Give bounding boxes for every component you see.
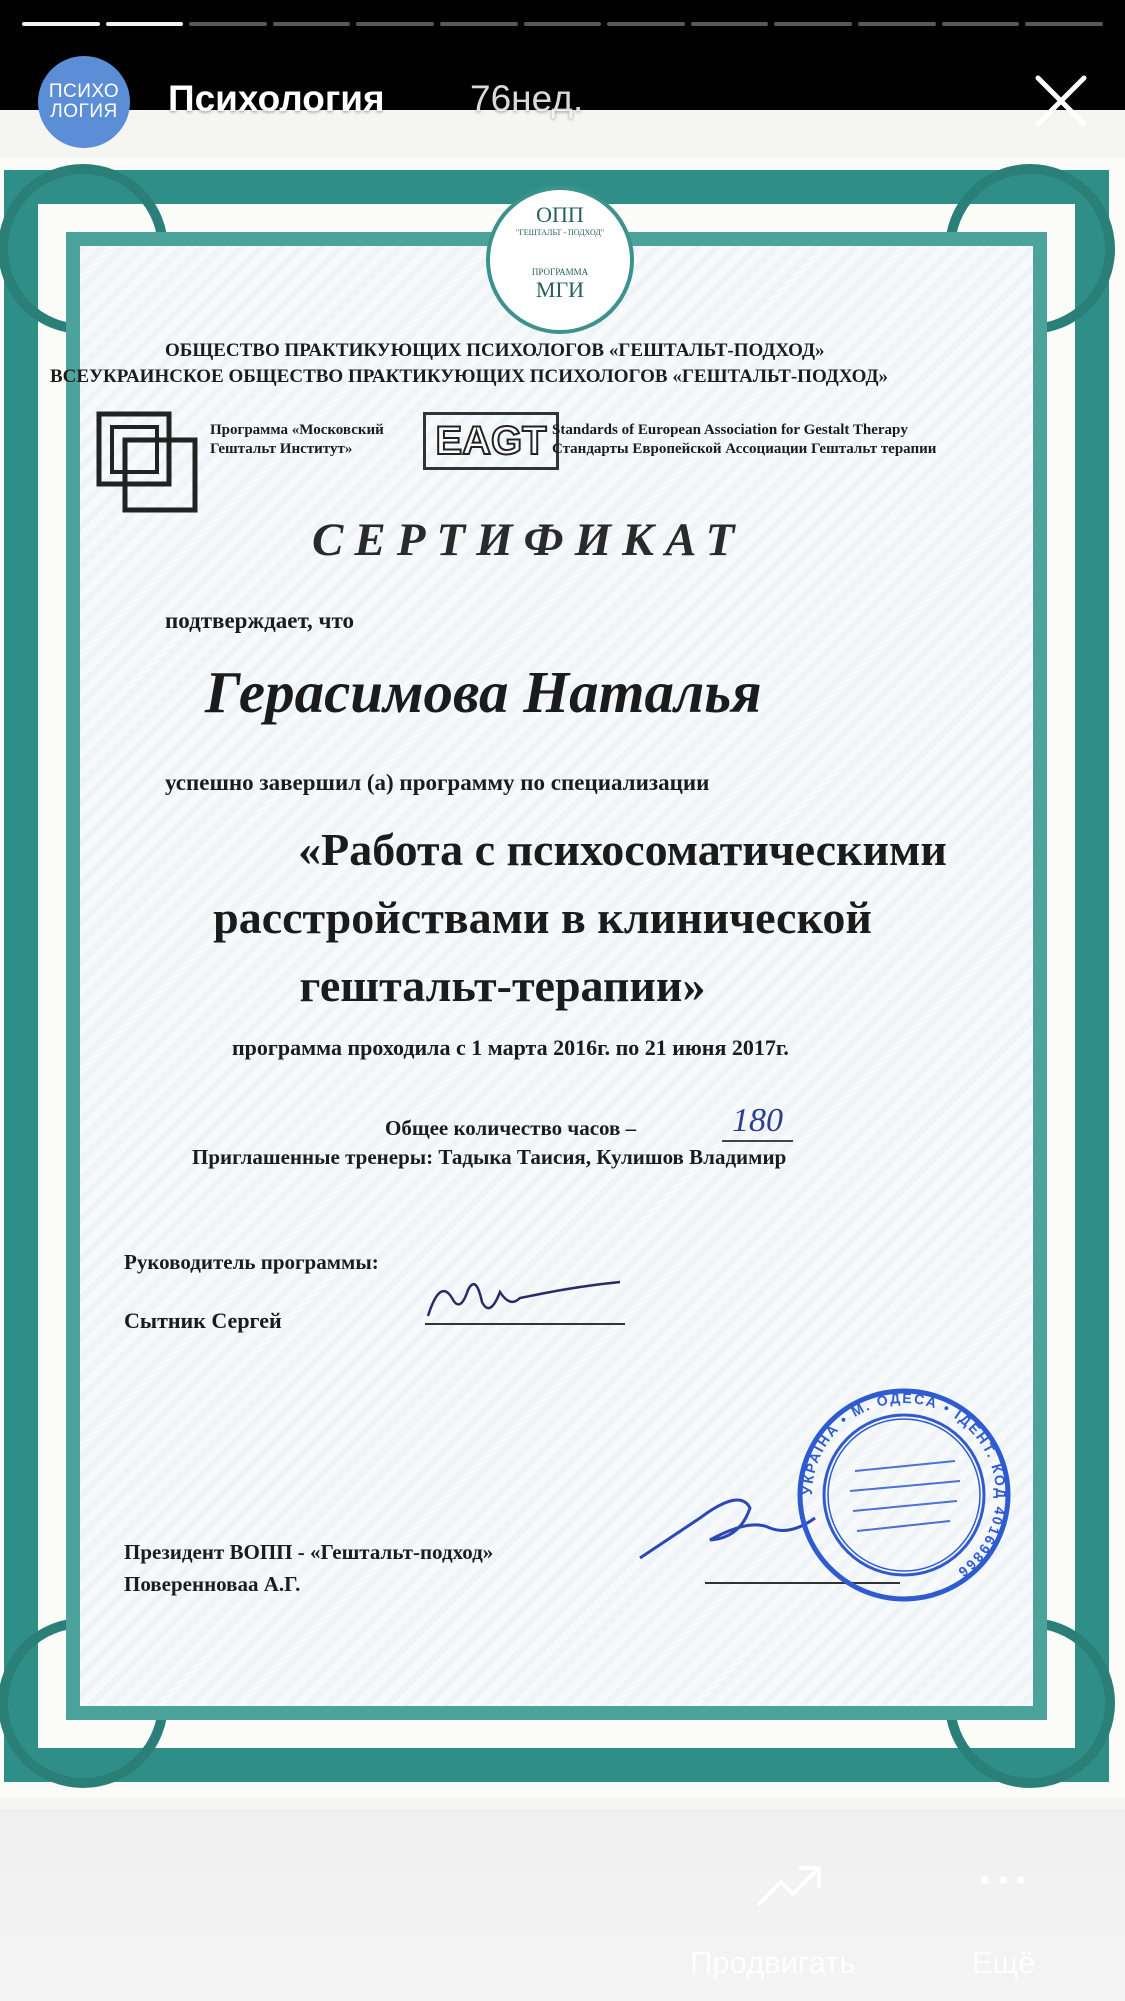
seal-line4: МГИ bbox=[535, 277, 585, 302]
president-name: Поверенноваа А.Г. bbox=[124, 1572, 301, 1596]
confirms-text: подтверждает, что bbox=[165, 608, 354, 633]
certificate-title: СЕРТИФИКАТ bbox=[312, 514, 746, 566]
progress-segment bbox=[189, 22, 267, 26]
close-icon[interactable] bbox=[1030, 70, 1092, 132]
progress-segment bbox=[858, 22, 936, 26]
progress-segment bbox=[106, 22, 184, 26]
seal-line3: ПРОГРАММА bbox=[531, 267, 589, 277]
story-timestamp: 76нед. bbox=[470, 78, 584, 119]
program-title-line1: «Работа с психосоматическими bbox=[298, 824, 947, 875]
program-head-name: Сытник Сергей bbox=[124, 1308, 282, 1333]
org-name-line1: ОБЩЕСТВО ПРАКТИКУЮЩИХ ПСИХОЛОГОВ «ГЕШТАЛЬТ-ПОДХОД» bbox=[165, 340, 825, 361]
story-footer bbox=[0, 1810, 1125, 2001]
progress-segment bbox=[356, 22, 434, 26]
eagt-caption-line2: Стандарты Европейской Ассоциации Гештальт терапии bbox=[552, 441, 937, 457]
opp-seal bbox=[486, 186, 634, 334]
progress-segment bbox=[607, 22, 685, 26]
mgi-caption-line2: Гештальт Институт» bbox=[210, 441, 353, 457]
story-image bbox=[0, 110, 1125, 1810]
progress-segment bbox=[942, 22, 1020, 26]
program-title-line2: расстройствами в клинической bbox=[213, 892, 872, 943]
avatar[interactable] bbox=[38, 56, 130, 148]
stamp-ring-text: УКРАЇНА • М. ОДЕСА • ІДЕНТ. КОД 40169866 bbox=[798, 1389, 1010, 1582]
avatar-text-line1: ПСИХО bbox=[48, 81, 120, 102]
mgi-logo-icon bbox=[95, 410, 200, 515]
eagt-logo: EAGT bbox=[423, 412, 559, 470]
hours-value: 180 bbox=[722, 1102, 793, 1142]
certificate bbox=[0, 158, 1125, 1798]
org-name-line2: ВСЕУКРАИНСКОЕ ОБЩЕСТВО ПРАКТИКУЮЩИХ ПСИХОЛОГОВ «ГЕШТАЛЬТ-ПОДХОД» bbox=[50, 366, 889, 387]
official-stamp bbox=[795, 1386, 1013, 1604]
completed-text: успешно завершил (а) программу по специализации bbox=[165, 770, 710, 795]
avatar-text-line2: ЛОГИЯ bbox=[50, 101, 118, 122]
story-progress-bar bbox=[22, 22, 1103, 26]
mgi-caption-line1: Программа «Московский bbox=[210, 422, 384, 438]
mgi-caption bbox=[210, 421, 384, 459]
progress-segment bbox=[1025, 22, 1103, 26]
progress-segment bbox=[273, 22, 351, 26]
more-dots-icon[interactable] bbox=[978, 1870, 1028, 1890]
progress-segment bbox=[22, 22, 100, 26]
eagt-caption bbox=[552, 421, 936, 459]
hours-label: Общее количество часов – bbox=[385, 1116, 637, 1140]
more-button[interactable]: Ещё bbox=[972, 1945, 1036, 1980]
seal-line1: ОПП bbox=[536, 202, 584, 227]
trending-up-icon[interactable] bbox=[755, 1860, 825, 1910]
progress-segment bbox=[440, 22, 518, 26]
seal-line2: "ГЕШТАЛЬТ - ПОДХОД" bbox=[515, 228, 605, 237]
eagt-caption-line1: Standards of European Association for Gestalt Therapy bbox=[552, 422, 908, 438]
progress-segment bbox=[774, 22, 852, 26]
story-username[interactable]: Психология bbox=[168, 78, 385, 119]
progress-segment bbox=[524, 22, 602, 26]
trainers-text: Приглашенные тренеры: Тадыка Таисия, Кулишов Владимир bbox=[192, 1145, 787, 1169]
signature-head bbox=[420, 1268, 630, 1328]
promote-button[interactable]: Продвигать bbox=[690, 1945, 856, 1980]
program-dates: программа проходила с 1 марта 2016г. по 21 июня 2017г. bbox=[232, 1035, 789, 1060]
program-head-label: Руководитель программы: bbox=[124, 1250, 379, 1274]
recipient-name: Герасимова Наталья bbox=[205, 659, 762, 725]
progress-segment bbox=[691, 22, 769, 26]
signature-president bbox=[630, 1478, 820, 1578]
president-title: Президент ВОПП - «Гештальт-подход» bbox=[124, 1540, 494, 1564]
program-title-line3: гештальт-терапии» bbox=[299, 960, 706, 1011]
footer-background bbox=[0, 1810, 1125, 2001]
